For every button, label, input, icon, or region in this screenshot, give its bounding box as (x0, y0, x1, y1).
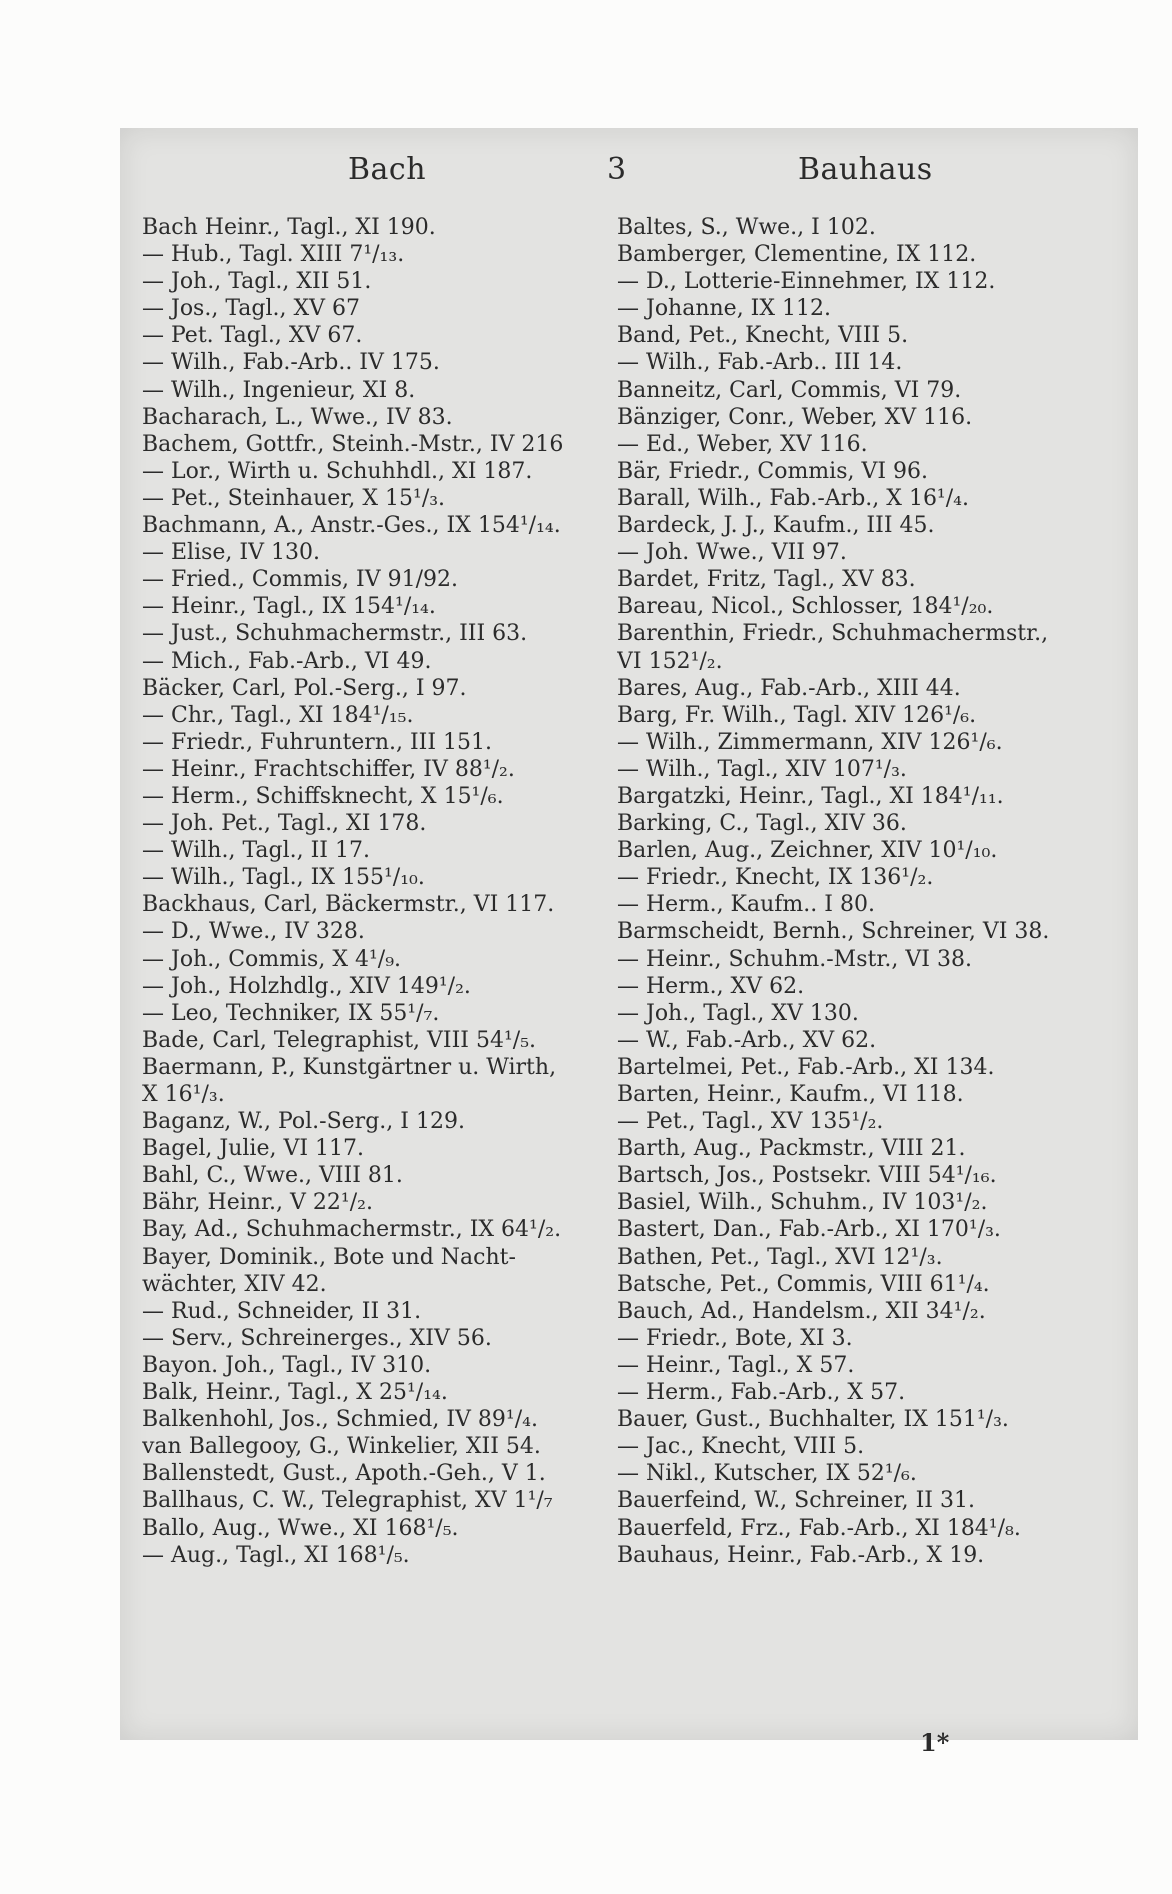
directory-entry: — Joh., Commis, X 4¹/₉. (142, 946, 402, 972)
directory-entry: Bauch, Ad., Handelsm., XII 34¹/₂. (617, 1298, 986, 1324)
directory-entry: Bardet, Fritz, Tagl., XV 83. (617, 567, 916, 593)
directory-entry: — Joh., Tagl., XII 51. (142, 269, 372, 295)
directory-entry: — Wilh., Ingenieur, XI 8. (142, 377, 416, 403)
directory-entry: Bayon. Joh., Tagl., IV 310. (142, 1352, 432, 1378)
directory-entry: — Mich., Fab.-Arb., VI 49. (142, 648, 432, 674)
directory-entry: Bacharach, L., Wwe., IV 83. (142, 404, 453, 430)
directory-entry: Bade, Carl, Telegraphist, VIII 54¹/₅. (142, 1027, 537, 1053)
directory-entry: Bauhaus, Heinr., Fab.-Arb., X 19. (617, 1542, 985, 1568)
directory-entry: Bartelmei, Pet., Fab.-Arb., XI 134. (617, 1054, 995, 1080)
directory-entry: — W., Fab.-Arb., XV 62. (617, 1027, 877, 1053)
directory-entry: Bachem, Gottfr., Steinh.-Mstr., IV 216 (142, 431, 564, 457)
directory-entry: Bareau, Nicol., Schlosser, 184¹/₂₀. (617, 594, 994, 620)
directory-entry: Barg, Fr. Wilh., Tagl. XIV 126¹/₆. (617, 702, 977, 728)
directory-entry: — Heinr., Frachtschiffer, IV 88¹/₂. (142, 756, 515, 782)
directory-entry: — Leo, Techniker, IX 55¹/₇. (142, 1000, 440, 1026)
directory-entry: Bauer, Gust., Buchhalter, IX 151¹/₃. (617, 1407, 1009, 1433)
directory-entry: — Rud., Schneider, II 31. (142, 1298, 422, 1324)
directory-entry: Barth, Aug., Packmstr., VIII 21. (617, 1136, 966, 1162)
directory-entry: Bartsch, Jos., Postsekr. VIII 54¹/₁₆. (617, 1163, 997, 1189)
directory-entry: — Pet., Steinhauer, X 15¹/₃. (142, 485, 446, 511)
directory-entry: Bäcker, Carl, Pol.-Serg., I 97. (142, 675, 467, 701)
directory-entry: Bähr, Heinr., V 22¹/₂. (142, 1190, 373, 1216)
running-head-right: Bauhaus (798, 152, 933, 187)
directory-entry: — Herm., Kaufm.. I 80. (617, 892, 875, 918)
directory-entry: — Heinr., Schuhm.-Mstr., VI 38. (617, 946, 972, 972)
directory-entry: — Joh. Pet., Tagl., XI 178. (142, 811, 427, 837)
directory-entry: Barking, C., Tagl., XIV 36. (617, 811, 907, 837)
directory-entry: VI 152¹/₂. (617, 648, 723, 674)
directory-entry: Bauerfeind, W., Schreiner, II 31. (617, 1488, 975, 1514)
directory-entry: wächter, XIV 42. (142, 1271, 327, 1297)
directory-entry: Barmscheidt, Bernh., Schreiner, VI 38. (617, 919, 1050, 945)
directory-entry: Basiel, Wilh., Schuhm., IV 103¹/₂. (617, 1190, 988, 1216)
directory-entry: Bach Heinr., Tagl., XI 190. (142, 215, 436, 240)
directory-entry: — Lor., Wirth u. Schuhhdl., XI 187. (142, 458, 533, 484)
directory-entry: — Aug., Tagl., XI 168¹/₅. (142, 1542, 410, 1568)
directory-entry: — Friedr., Knecht, IX 136¹/₂. (617, 865, 934, 891)
directory-entry: Bauerfeld, Frz., Fab.-Arb., XI 184¹/₈. (617, 1515, 1021, 1541)
directory-entry: Bamberger, Clementine, IX 112. (617, 242, 977, 268)
directory-entry: — Serv., Schreinerges., XIV 56. (142, 1325, 492, 1351)
directory-entry: — Just., Schuhmachermstr., III 63. (142, 621, 528, 647)
right-column (617, 214, 1135, 1569)
directory-entry: — Jac., Knecht, VIII 5. (617, 1434, 865, 1460)
directory-entry: Bagel, Julie, VI 117. (142, 1136, 365, 1162)
directory-entry: — Wilh., Tagl., IX 155¹/₁₀. (142, 865, 425, 891)
directory-entry: Ballhaus, C. W., Telegraphist, XV 1¹/₇ (142, 1488, 553, 1514)
directory-entry: — Elise, IV 130. (142, 540, 320, 566)
directory-entry: Balk, Heinr., Tagl., X 25¹/₁₄. (142, 1380, 448, 1406)
directory-entry: — D., Wwe., IV 328. (142, 919, 365, 945)
directory-entry: X 16¹/₃. (142, 1082, 225, 1107)
directory-entry: — Joh., Holzhdlg., XIV 149¹/₂. (142, 973, 471, 999)
directory-entry: — D., Lotterie-Einnehmer, IX 112. (617, 269, 996, 295)
directory-entry: Baganz, W., Pol.-Serg., I 129. (142, 1109, 465, 1135)
directory-entry: — Pet., Tagl., XV 135¹/₂. (617, 1109, 884, 1135)
directory-entry: Barall, Wilh., Fab.-Arb., X 16¹/₄. (617, 485, 969, 511)
directory-entry: — Johanne, IX 112. (617, 296, 832, 322)
directory-entry: — Wilh., Fab.-Arb.. IV 175. (142, 350, 440, 376)
left-column (142, 214, 612, 1569)
directory-entry: Baermann, P., Kunstgärtner u. Wirth, (142, 1054, 557, 1080)
running-head-left: Bach (348, 152, 427, 187)
directory-entry: Barlen, Aug., Zeichner, XIV 10¹/₁₀. (617, 838, 998, 864)
directory-entry: Bargatzki, Heinr., Tagl., XI 184¹/₁₁. (617, 783, 1004, 809)
directory-entry: Balkenhohl, Jos., Schmied, IV 89¹/₄. (142, 1407, 538, 1433)
directory-entry: Bachmann, A., Anstr.-Ges., IX 154¹/₁₄. (142, 513, 561, 539)
directory-entry: — Joh., Tagl., XV 130. (617, 1000, 859, 1026)
directory-entry: Ballo, Aug., Wwe., XI 168¹/₅. (142, 1515, 459, 1541)
directory-entry: — Herm., XV 62. (617, 973, 805, 999)
directory-entry: Banneitz, Carl, Commis, VI 79. (617, 377, 962, 403)
directory-entry: Bares, Aug., Fab.-Arb., XIII 44. (617, 675, 961, 701)
signature-mark: 1* (920, 1728, 950, 1757)
directory-entry: — Wilh., Tagl., II 17. (142, 838, 370, 864)
directory-entry: — Heinr., Tagl., X 57. (617, 1352, 855, 1378)
directory-entry: Bardeck, J. J., Kaufm., III 45. (617, 513, 935, 539)
directory-entry: — Nikl., Kutscher, IX 52¹/₆. (617, 1461, 917, 1487)
directory-entry: — Friedr., Fuhruntern., III 151. (142, 729, 493, 755)
directory-entry: — Wilh., Zimmermann, XIV 126¹/₆. (617, 729, 1003, 755)
directory-entry: — Joh. Wwe., VII 97. (617, 540, 847, 566)
directory-entry: — Wilh., Tagl., XIV 107¹/₃. (617, 756, 907, 782)
directory-entry: — Fried., Commis, IV 91/92. (142, 567, 458, 593)
directory-entry: — Hub., Tagl. XIII 7¹/₁₃. (142, 242, 405, 268)
directory-entry: — Herm., Schiffsknecht, X 15¹/₆. (142, 783, 504, 809)
directory-entry: Barenthin, Friedr., Schuhmachermstr., (617, 621, 1049, 647)
page-number: 3 (607, 152, 627, 187)
directory-entry: Bär, Friedr., Commis, VI 96. (617, 458, 929, 484)
directory-entry: Bahl, C., Wwe., VIII 81. (142, 1163, 403, 1189)
directory-entry: Batsche, Pet., Commis, VIII 61¹/₄. (617, 1271, 990, 1297)
directory-entry: van Ballegooy, G., Winkelier, XII 54. (142, 1434, 541, 1460)
directory-entry: Band, Pet., Knecht, VIII 5. (617, 323, 909, 349)
directory-entry: Ballenstedt, Gust., Apoth.-Geh., V 1. (142, 1461, 546, 1487)
directory-entry: — Ed., Weber, XV 116. (617, 431, 868, 457)
directory-entry: — Chr., Tagl., XI 184¹/₁₅. (142, 702, 414, 728)
directory-entry: Baltes, S., Wwe., I 102. (617, 215, 876, 240)
directory-entry: — Pet. Tagl., XV 67. (142, 323, 363, 349)
directory-entry: Bastert, Dan., Fab.-Arb., XI 170¹/₃. (617, 1217, 1001, 1243)
directory-entry: Barten, Heinr., Kaufm., VI 118. (617, 1082, 964, 1107)
directory-entry: — Jos., Tagl., XV 67 (142, 296, 361, 322)
directory-entry: — Herm., Fab.-Arb., X 57. (617, 1380, 906, 1406)
directory-entry: Backhaus, Carl, Bäckermstr., VI 117. (142, 892, 555, 918)
directory-entry: — Friedr., Bote, XI 3. (617, 1325, 853, 1351)
directory-entry: Bathen, Pet., Tagl., XVI 12¹/₃. (617, 1244, 943, 1270)
directory-entry: Bay, Ad., Schuhmachermstr., IX 64¹/₂. (142, 1217, 562, 1243)
directory-entry: — Heinr., Tagl., IX 154¹/₁₄. (142, 594, 436, 620)
directory-entry: — Wilh., Fab.-Arb.. III 14. (617, 350, 903, 376)
directory-entry: Bänziger, Conr., Weber, XV 116. (617, 404, 973, 430)
directory-entry: Bayer, Dominik., Bote und Nacht- (142, 1244, 516, 1270)
